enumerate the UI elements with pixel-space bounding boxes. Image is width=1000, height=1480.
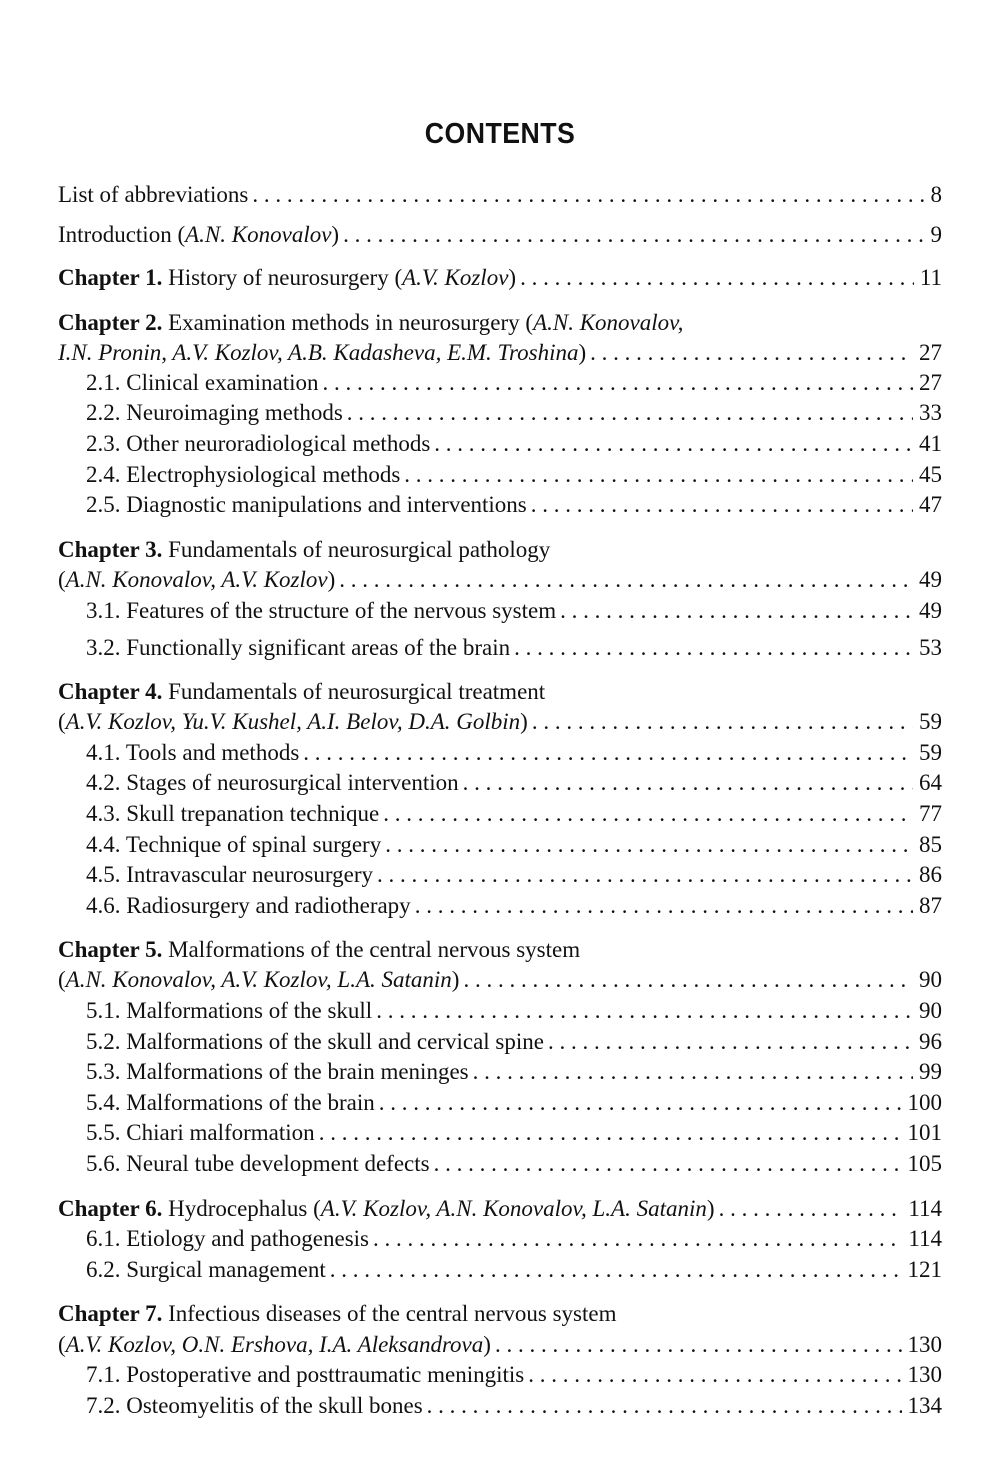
section-title: 2.1. Clinical examination <box>86 370 319 395</box>
toc-chapter-entry[interactable] <box>58 263 942 293</box>
toc-section-entry[interactable] <box>86 738 942 768</box>
page-number: 27 <box>919 370 942 395</box>
toc-section-entry[interactable] <box>86 1255 942 1285</box>
page-number: 33 <box>919 400 942 425</box>
section-title: 5.3. Malformations of the brain meninges <box>86 1059 469 1084</box>
section-title: 3.2. Functionally significant areas of the brain <box>86 635 511 660</box>
dot-leader <box>415 891 913 921</box>
page-number: 90 <box>919 967 942 992</box>
page-number: 45 <box>919 462 942 487</box>
toc-entry[interactable] <box>58 180 942 210</box>
page-number: 101 <box>907 1120 942 1145</box>
dot-leader <box>303 738 913 768</box>
page-number: 100 <box>907 1090 942 1115</box>
entry-authors: (A.N. Konovalov, A.V. Kozlov, L.A. Satanin) <box>58 967 460 992</box>
entry-label: Infectious diseases of the central nervous system <box>168 1301 617 1326</box>
toc-section-entry[interactable] <box>86 799 942 829</box>
dot-leader <box>376 996 913 1026</box>
authors: A.N. Konovalov <box>185 222 332 247</box>
dot-leader <box>319 1118 902 1148</box>
toc-section-entry[interactable] <box>86 460 942 490</box>
section-title: 2.5. Diagnostic manipulations and interventions <box>86 492 527 517</box>
toc-section-entry[interactable] <box>86 860 942 890</box>
dot-leader <box>323 368 913 398</box>
toc-entry[interactable] <box>58 220 942 250</box>
dot-leader <box>373 1224 902 1254</box>
entry-label: List of abbreviations <box>58 182 249 207</box>
dot-leader <box>339 565 913 595</box>
toc-section-entry[interactable] <box>86 1118 942 1148</box>
entry-label: Fundamentals of neurosurgical treatment <box>168 679 546 704</box>
entry-title: Chapter 6. Hydrocephalus (A.V. Kozlov, A.N. Konovalov, L.A. Satanin) <box>58 1196 715 1221</box>
toc-chapter-entry[interactable] <box>58 1299 942 1329</box>
dot-leader <box>719 1194 903 1224</box>
toc-chapter-entry[interactable] <box>58 677 942 707</box>
entry-label: History of neurosurgery <box>168 265 389 290</box>
entry-label: Fundamentals of neurosurgical pathology <box>168 537 551 562</box>
page-number: 64 <box>919 770 942 795</box>
dot-leader <box>514 633 913 663</box>
page-number: 114 <box>908 1226 942 1251</box>
dot-leader <box>531 490 913 520</box>
section-title: 4.2. Stages of neurosurgical intervention <box>86 770 459 795</box>
section-title: 5.4. Malformations of the brain <box>86 1090 375 1115</box>
page-number: 86 <box>919 862 942 887</box>
toc-section-entry[interactable] <box>86 429 942 459</box>
entry-title: Chapter 2. Examination methods in neurosurgery (A.N. Konovalov, <box>58 310 684 335</box>
entry-label: Examination methods in neurosurgery <box>168 310 520 335</box>
dot-leader <box>379 1088 902 1118</box>
page-number: 105 <box>907 1151 942 1176</box>
toc-chapter-entry[interactable] <box>58 308 942 338</box>
page-number: 77 <box>919 801 942 826</box>
entry-title <box>58 180 248 210</box>
toc-section-entry[interactable] <box>86 1149 942 1179</box>
page-number: 134 <box>907 1393 942 1418</box>
section-title: 5.2. Malformations of the skull and cervical spine <box>86 1029 544 1054</box>
dot-leader <box>434 429 913 459</box>
section-title: 4.3. Skull trepanation technique <box>86 801 380 826</box>
toc-chapter-entry[interactable] <box>58 935 942 965</box>
dot-leader <box>528 1360 901 1390</box>
page-number: 47 <box>919 492 942 517</box>
page-number: 130 <box>907 1362 942 1387</box>
entry-label: Malformations of the central nervous system <box>168 937 581 962</box>
section-title: 5.5. Chiari malformation <box>86 1120 315 1145</box>
entry-authors: (A.N. Konovalov, A.V. Kozlov) <box>58 567 336 592</box>
authors: A.V. Kozlov, O.N. Ershova, I.A. Aleksandrova <box>65 1332 484 1357</box>
toc-chapter-authors[interactable] <box>58 1330 942 1360</box>
dot-leader <box>252 180 924 210</box>
toc-section-entry[interactable] <box>86 1088 942 1118</box>
toc-section-entry[interactable] <box>86 368 942 398</box>
page-number: 114 <box>908 1196 942 1221</box>
entry-label: Introduction <box>58 222 172 247</box>
section-title: 5.6. Neural tube development defects <box>86 1151 430 1176</box>
toc-section-entry[interactable] <box>86 1027 942 1057</box>
section-title: 2.4. Electrophysiological methods <box>86 462 401 487</box>
section-title: 7.1. Postoperative and posttraumatic meningitis <box>86 1362 525 1387</box>
page-number: 41 <box>919 431 942 456</box>
authors: A.V. Kozlov <box>402 265 509 290</box>
authors: A.N. Konovalov, A.V. Kozlov, L.A. Satanin <box>65 967 452 992</box>
section-title: 3.1. Features of the structure of the nervous system <box>86 598 557 623</box>
chapter-number: Chapter 2. <box>58 310 163 335</box>
entry-title <box>58 535 550 565</box>
authors: A.N. Konovalov, A.V. Kozlov <box>65 567 328 592</box>
toc-section-entry[interactable] <box>86 1360 942 1390</box>
page-number: 49 <box>919 567 942 592</box>
page-number: 11 <box>919 265 942 290</box>
toc-section-entry[interactable] <box>86 398 942 428</box>
entry-title: Introduction (A.N. Konovalov) <box>58 222 340 247</box>
section-title: 4.5. Intravascular neurosurgery <box>86 862 373 887</box>
entry-authors: I.N. Pronin, A.V. Kozlov, A.B. Kadasheva, E.M. Troshina) <box>58 340 587 365</box>
entry-authors: (A.V. Kozlov, Yu.V. Kushel, A.I. Belov, D.A. Golbin) <box>58 709 528 734</box>
chapter-number: Chapter 1. <box>58 265 163 290</box>
dot-leader <box>377 860 913 890</box>
dot-leader <box>347 398 913 428</box>
authors: A.V. Kozlov, A.N. Konovalov, L.A. Satanin <box>320 1196 707 1221</box>
page-title: CONTENTS <box>424 118 576 150</box>
dot-leader <box>473 1057 913 1087</box>
section-title: 5.1. Malformations of the skull <box>86 998 373 1023</box>
page-number: 59 <box>919 709 942 734</box>
page-number: 87 <box>919 893 942 918</box>
section-title: 4.6. Radiosurgery and radiotherapy <box>86 893 411 918</box>
section-title: 2.2. Neuroimaging methods <box>86 400 343 425</box>
page-number: 85 <box>919 832 942 857</box>
dot-leader <box>427 1391 902 1421</box>
entry-title: Chapter 1. History of neurosurgery (A.V. Kozlov) <box>58 265 517 290</box>
dot-leader <box>330 1255 902 1285</box>
chapter-number: Chapter 5. <box>58 937 163 962</box>
dot-leader <box>495 1330 902 1360</box>
page-number: 8 <box>930 182 942 207</box>
section-title: 4.1. Tools and methods <box>86 740 300 765</box>
page-number: 99 <box>919 1059 942 1084</box>
dot-leader <box>590 338 913 368</box>
toc-section-entry[interactable] <box>86 490 942 520</box>
page-number: 130 <box>907 1332 942 1357</box>
dot-leader <box>560 596 913 626</box>
section-title: 6.1. Etiology and pathogenesis <box>86 1226 369 1251</box>
toc-section-entry[interactable] <box>86 1224 942 1254</box>
page-number: 9 <box>930 222 942 247</box>
dot-leader <box>434 1149 902 1179</box>
dot-leader <box>404 460 913 490</box>
toc-section-entry[interactable] <box>86 996 942 1026</box>
toc-chapter-entry[interactable] <box>58 1194 942 1224</box>
toc-chapter-authors[interactable] <box>58 338 942 368</box>
toc-section-entry[interactable] <box>86 1057 942 1087</box>
toc-chapter-authors[interactable] <box>58 565 942 595</box>
chapter-number: Chapter 4. <box>58 679 163 704</box>
page-number: 90 <box>919 998 942 1023</box>
dot-leader <box>520 263 914 293</box>
authors: A.N. Konovalov, <box>533 310 684 335</box>
page-number: 27 <box>919 340 942 365</box>
section-title: 6.2. Surgical management <box>86 1257 326 1282</box>
dot-leader <box>548 1027 913 1057</box>
entry-label: Hydrocephalus <box>168 1196 308 1221</box>
page-number: 53 <box>919 635 942 660</box>
section-title: 4.4. Technique of spinal surgery <box>86 832 382 857</box>
page-number: 49 <box>919 598 942 623</box>
entry-authors: (A.V. Kozlov, O.N. Ershova, I.A. Aleksandrova) <box>58 1332 491 1357</box>
chapter-number: Chapter 7. <box>58 1301 163 1326</box>
toc-chapter-entry[interactable] <box>58 535 942 565</box>
entry-title <box>58 935 580 965</box>
authors: A.V. Kozlov, Yu.V. Kushel, A.I. Belov, D.A. Golbin <box>65 709 521 734</box>
entry-title <box>58 677 545 707</box>
chapter-number: Chapter 3. <box>58 537 163 562</box>
dot-leader <box>463 768 913 798</box>
authors: I.N. Pronin, A.V. Kozlov, A.B. Kadasheva, E.M. Troshina <box>58 340 579 365</box>
dot-leader <box>385 830 913 860</box>
dot-leader <box>383 799 913 829</box>
dot-leader <box>532 707 913 737</box>
toc-section-entry[interactable] <box>86 1391 942 1421</box>
toc-section-entry[interactable] <box>86 830 942 860</box>
page-number: 59 <box>919 740 942 765</box>
toc-chapter-authors[interactable] <box>58 965 942 995</box>
dot-leader <box>463 965 913 995</box>
toc-section-entry[interactable] <box>86 633 942 663</box>
dot-leader <box>343 220 924 250</box>
toc-section-entry[interactable] <box>86 768 942 798</box>
toc-section-entry[interactable] <box>86 891 942 921</box>
page-number: 121 <box>907 1257 942 1282</box>
section-title: 7.2. Osteomyelitis of the skull bones <box>86 1393 423 1418</box>
section-title: 2.3. Other neuroradiological methods <box>86 431 431 456</box>
page-number: 96 <box>919 1029 942 1054</box>
entry-title <box>58 1299 616 1329</box>
chapter-number: Chapter 6. <box>58 1196 163 1221</box>
toc-section-entry[interactable] <box>86 596 942 626</box>
toc-chapter-authors[interactable] <box>58 707 942 737</box>
